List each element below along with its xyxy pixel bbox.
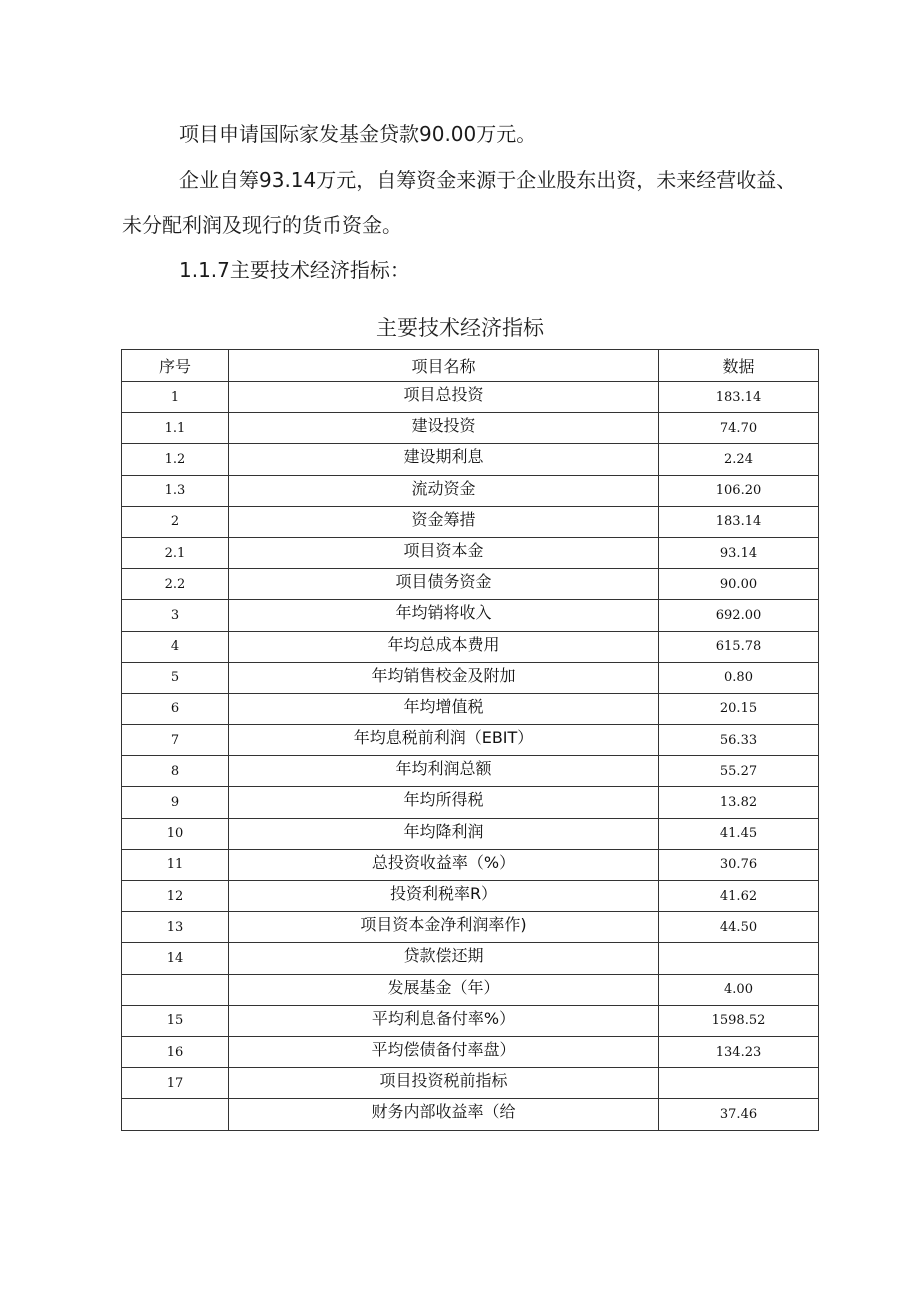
table-row: [122, 756, 819, 787]
row-number-cell: 1: [122, 382, 229, 413]
table-row: [122, 849, 819, 880]
row-value-cell: 1598.52: [659, 1005, 819, 1036]
table-title: 主要技术经济指标: [376, 316, 544, 340]
section-heading: 1.1.7主要技术经济指标：: [179, 258, 410, 282]
row-value-cell: 615.78: [659, 631, 819, 662]
table-row: [122, 1099, 819, 1130]
row-number-cell: 1.2: [122, 444, 229, 475]
row-name-cell: 项目投资税前指标: [229, 1068, 659, 1099]
row-name-cell: 年均总成本费用: [229, 631, 659, 662]
row-name-cell: 项目债务资金: [229, 569, 659, 600]
header-name: 项目名称: [229, 350, 659, 382]
row-number-cell: 2.1: [122, 537, 229, 568]
table-row: [122, 662, 819, 693]
row-number-cell: 1.1: [122, 413, 229, 444]
row-name-cell: 项目总投资: [229, 382, 659, 413]
row-name-cell: 平均利息备付率%）: [229, 1005, 659, 1036]
row-value-cell: 20.15: [659, 693, 819, 724]
row-name-cell: 年均销售校金及附加: [229, 662, 659, 693]
row-value-cell: 37.46: [659, 1099, 819, 1130]
row-name-cell: 年均销将收入: [229, 600, 659, 631]
row-value-cell: 692.00: [659, 600, 819, 631]
row-number-cell: 16: [122, 1036, 229, 1067]
self-funding-paragraph: 企业自筹93.14万元，自筹资金来源于企业股东出资，未来经营收益、未分配利润及现行的货币资金。: [122, 168, 797, 237]
table-row: [122, 787, 819, 818]
row-value-cell: 55.27: [659, 756, 819, 787]
row-value-cell: 74.70: [659, 413, 819, 444]
table-row: [122, 912, 819, 943]
row-number-cell: 17: [122, 1068, 229, 1099]
row-value-cell: [659, 943, 819, 974]
row-name-cell: 项目资本金: [229, 537, 659, 568]
table-row: [122, 725, 819, 756]
row-number-cell: 9: [122, 787, 229, 818]
row-number-cell: 10: [122, 818, 229, 849]
table-row: [122, 631, 819, 662]
table-row: [122, 693, 819, 724]
row-name-cell: 财务内部收益率（给: [229, 1099, 659, 1130]
row-name-cell: 年均增值税: [229, 693, 659, 724]
row-value-cell: 90.00: [659, 569, 819, 600]
table-row: [122, 1068, 819, 1099]
row-number-cell: 5: [122, 662, 229, 693]
row-number-cell: 1.3: [122, 475, 229, 506]
table-header-row: [122, 350, 819, 382]
row-value-cell: 2.24: [659, 444, 819, 475]
row-name-cell: 项目资本金净利润率作): [229, 912, 659, 943]
row-name-cell: 年均降利润: [229, 818, 659, 849]
row-name-cell: 年均所得税: [229, 787, 659, 818]
row-number-cell: 4: [122, 631, 229, 662]
row-value-cell: 106.20: [659, 475, 819, 506]
row-number-cell: 12: [122, 881, 229, 912]
row-value-cell: [659, 1068, 819, 1099]
row-value-cell: 134.23: [659, 1036, 819, 1067]
table-row: [122, 569, 819, 600]
row-value-cell: 93.14: [659, 537, 819, 568]
row-number-cell: 11: [122, 849, 229, 880]
row-number-cell: 2.2: [122, 569, 229, 600]
row-number-cell: 15: [122, 1005, 229, 1036]
loan-paragraph: 项目申请国际家发基金贷款90.00万元。: [179, 122, 537, 146]
row-name-cell: 投资利税率R）: [229, 881, 659, 912]
row-name-cell: 贷款偿还期: [229, 943, 659, 974]
table-row: [122, 1036, 819, 1067]
row-name-cell: 年均息税前利润（EBIT）: [229, 725, 659, 756]
table-row: [122, 506, 819, 537]
row-number-cell: 2: [122, 506, 229, 537]
row-value-cell: 13.82: [659, 787, 819, 818]
row-value-cell: 4.00: [659, 974, 819, 1005]
table-row: [122, 818, 819, 849]
row-number-cell: 7: [122, 725, 229, 756]
row-value-cell: 41.45: [659, 818, 819, 849]
table-row: [122, 881, 819, 912]
row-name-cell: 发展基金（年）: [229, 974, 659, 1005]
row-name-cell: 总投资收益率（%）: [229, 849, 659, 880]
row-value-cell: 41.62: [659, 881, 819, 912]
row-number-cell: 6: [122, 693, 229, 724]
header-no: 序号: [122, 350, 229, 382]
table-row: [122, 974, 819, 1005]
row-number-cell: 3: [122, 600, 229, 631]
table-row: [122, 413, 819, 444]
row-number-cell: 8: [122, 756, 229, 787]
row-number-cell: 14: [122, 943, 229, 974]
row-name-cell: 年均利润总额: [229, 756, 659, 787]
table-row: [122, 1005, 819, 1036]
row-number-cell: [122, 1099, 229, 1130]
table-row: [122, 943, 819, 974]
row-value-cell: 56.33: [659, 725, 819, 756]
row-value-cell: 44.50: [659, 912, 819, 943]
table-row: [122, 382, 819, 413]
indicator-table: [121, 349, 819, 1131]
row-name-cell: 平均偿债备付率盘）: [229, 1036, 659, 1067]
row-value-cell: 183.14: [659, 506, 819, 537]
table-row: [122, 444, 819, 475]
row-value-cell: 30.76: [659, 849, 819, 880]
row-number-cell: [122, 974, 229, 1005]
row-number-cell: 13: [122, 912, 229, 943]
row-name-cell: 建设期利息: [229, 444, 659, 475]
row-value-cell: 183.14: [659, 382, 819, 413]
header-value: 数据: [659, 350, 819, 382]
row-name-cell: 流动资金: [229, 475, 659, 506]
row-value-cell: 0.80: [659, 662, 819, 693]
row-name-cell: 资金筹措: [229, 506, 659, 537]
table-row: [122, 475, 819, 506]
table-row: [122, 537, 819, 568]
row-name-cell: 建设投资: [229, 413, 659, 444]
table-row: [122, 600, 819, 631]
